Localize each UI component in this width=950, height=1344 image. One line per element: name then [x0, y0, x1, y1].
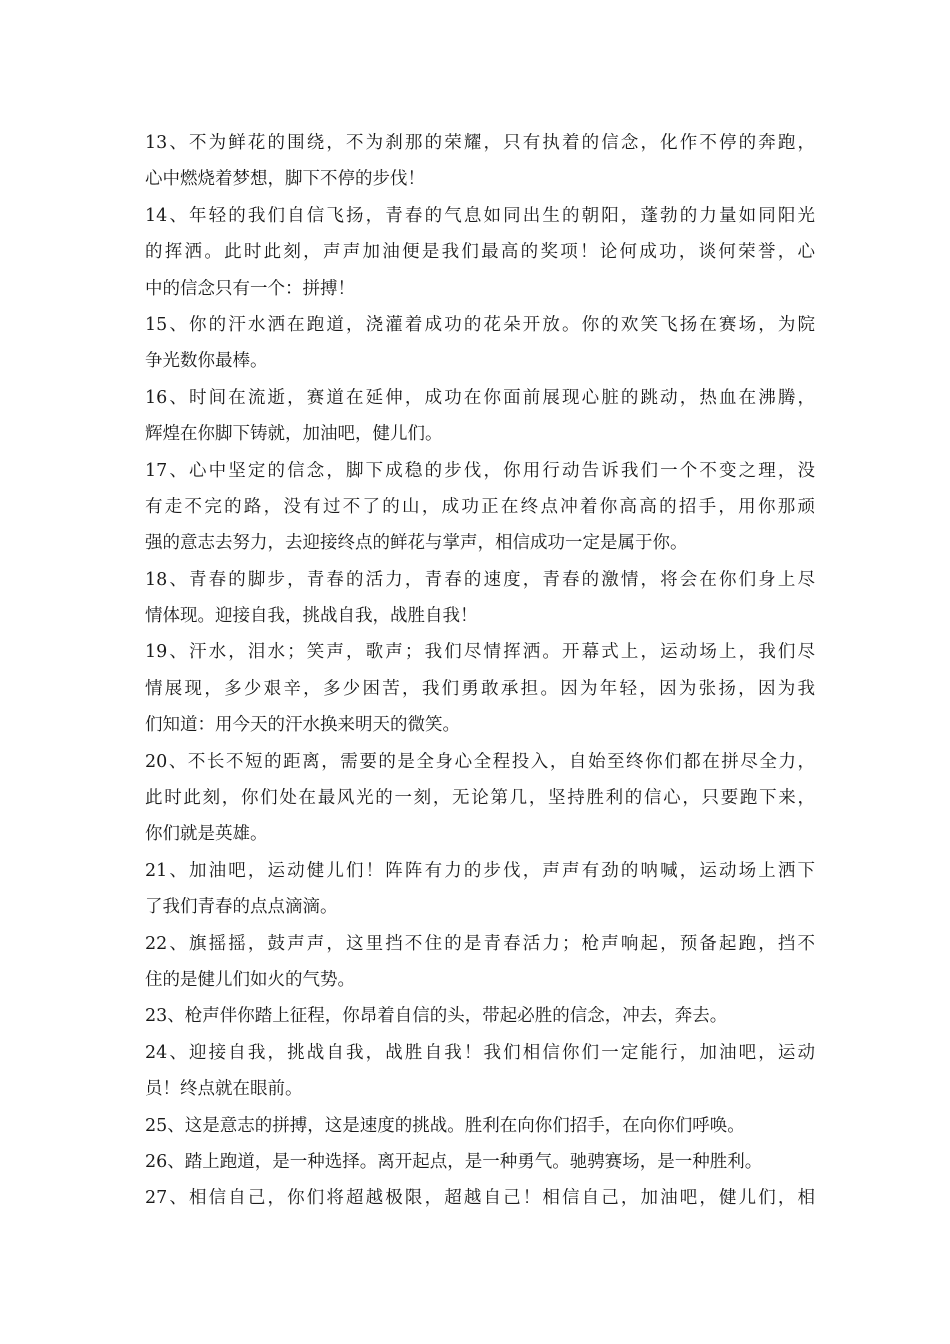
- text-line: 争光数你最棒。: [145, 351, 268, 372]
- text-line: 16、时间在流逝，赛道在延伸，成功在你面前展现心脏的跳动，热血在沸腾，: [145, 387, 815, 408]
- text-line: 26、踏上跑道，是一种选择。离开起点，是一种勇气。驰骋赛场，是一种胜利。: [145, 1151, 763, 1172]
- text-line: 的挥洒。此时此刻，声声加油便是我们最高的奖项！论何成功，谈何荣誉，心: [145, 242, 815, 263]
- text-line: 23、枪声伴你踏上征程，你昂着自信的头，带起必胜的信念，冲去，奔去。: [145, 1006, 728, 1027]
- text-line: 辉煌在你脚下铸就，加油吧，健儿们。: [145, 424, 443, 445]
- text-line: 有走不完的路，没有过不了的山，成功正在终点冲着你高高的招手，用你那顽: [145, 496, 815, 517]
- text-line: 心中燃烧着梦想，脚下不停的步伐！: [145, 169, 425, 190]
- text-line: 14、年轻的我们自信飞扬，青春的气息如同出生的朝阳，蓬勃的力量如同阳光: [145, 205, 815, 226]
- text-line: 情展现，多少艰辛，多少困苦，我们勇敢承担。因为年轻，因为张扬，因为我: [145, 678, 815, 699]
- text-line: 24、迎接自我，挑战自我，战胜自我！我们相信你们一定能行，加油吧，运动: [145, 1042, 815, 1063]
- text-line: 27、相信自己，你们将超越极限，超越自己！相信自己，加油吧，健儿们，相: [145, 1188, 815, 1209]
- text-line: 19、汗水，泪水；笑声，歌声；我们尽情挥洒。开幕式上，运动场上，我们尽: [145, 642, 815, 663]
- text-line: 17、心中坚定的信念，脚下成稳的步伐，你用行动告诉我们一个不变之理，没: [145, 460, 815, 481]
- text-line: 20、不长不短的距离，需要的是全身心全程投入，自始至终你们都在拼尽全力，: [145, 751, 815, 772]
- text-line: 此时此刻，你们处在最风光的一刻，无论第几，坚持胜利的信心，只要跑下来，: [145, 788, 815, 809]
- text-line: 你们就是英雄。: [145, 824, 268, 845]
- text-line: 18、青春的脚步，青春的活力，青春的速度，青春的激情，将会在你们身上尽: [145, 569, 815, 590]
- text-line: 15、你的汗水洒在跑道，浇灌着成功的花朵开放。你的欢笑飞扬在赛场，为院: [145, 314, 815, 335]
- text-line: 25、这是意志的拼搏，这是速度的挑战。胜利在向你们招手，在向你们呼唤。: [145, 1115, 745, 1136]
- text-line: 强的意志去努力，去迎接终点的鲜花与掌声，相信成功一定是属于你。: [145, 533, 688, 554]
- text-line: 中的信念只有一个：拼搏！: [145, 278, 355, 299]
- document-body: [145, 125, 815, 1217]
- text-line: 情体现。迎接自我，挑战自我，战胜自我！: [145, 606, 478, 627]
- text-line: 们知道：用今天的汗水换来明天的微笑。: [145, 715, 460, 736]
- text-line: 员！终点就在眼前。: [145, 1079, 303, 1100]
- text-line: 了我们青春的点点滴滴。: [145, 897, 338, 918]
- text-line: 21、加油吧，运动健儿们！阵阵有力的步伐，声声有劲的呐喊，运动场上洒下: [145, 860, 815, 881]
- text-line: 住的是健儿们如火的气势。: [145, 969, 355, 990]
- text-line: 22、旗摇摇，鼓声声，这里挡不住的是青春活力；枪声响起，预备起跑，挡不: [145, 933, 815, 954]
- text-line: 13、不为鲜花的围绕，不为刹那的荣耀，只有执着的信念，化作不停的奔跑，: [145, 133, 815, 153]
